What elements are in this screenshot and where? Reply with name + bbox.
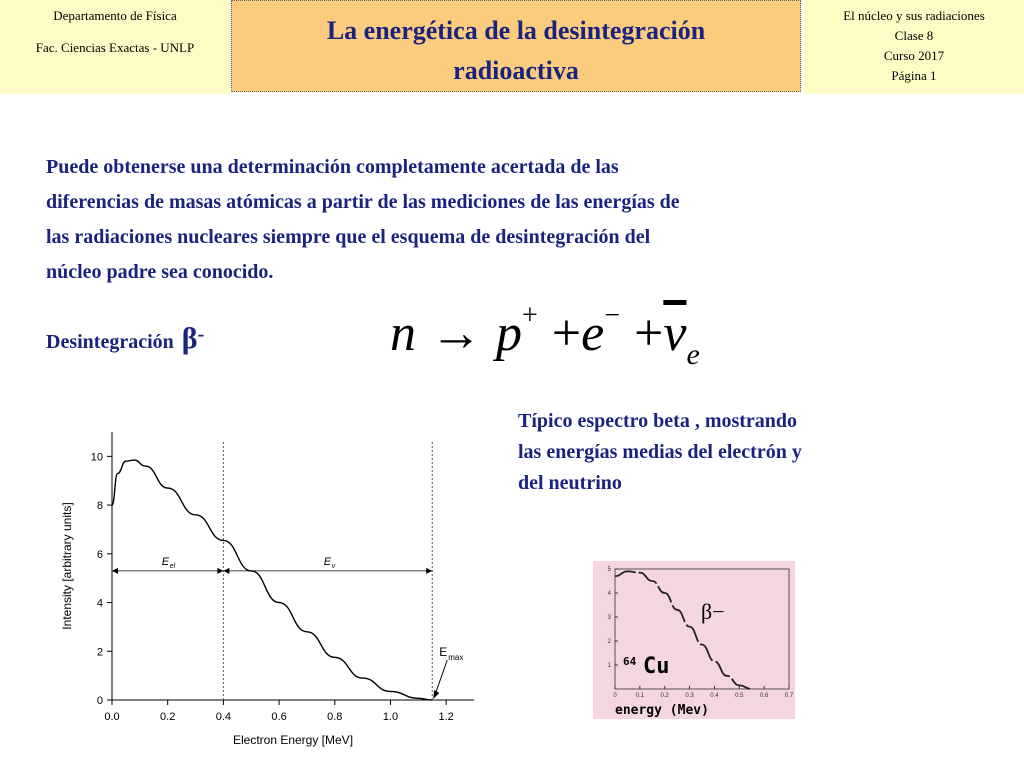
decay-heading	[46, 322, 204, 356]
class-number: Clase 8	[894, 28, 934, 43]
inset-x-tick-label: 0.5	[735, 693, 744, 699]
cu64-spectrum-inset	[593, 561, 795, 719]
decay-label-text: Desintegración	[46, 331, 174, 353]
eq-arrow: →	[430, 305, 482, 362]
spectrum-caption	[518, 406, 938, 499]
x-axis-label: Electron Energy [MeV]	[232, 733, 354, 747]
paragraph-line: las radiaciones nucleares siempre que el esquema de desintegración del	[46, 226, 651, 248]
inset-y-tick-label: 4	[607, 591, 611, 597]
inset-particle-label: β−	[701, 599, 725, 624]
inset-spectrum-curve	[615, 571, 752, 689]
emax-pointer-head	[433, 690, 439, 699]
e-nu-sub: ν	[331, 562, 336, 570]
caption-line: las energías medias del electrón y	[518, 441, 802, 463]
inset-y-tick-label: 3	[607, 615, 611, 621]
e-max-sub: max	[448, 653, 464, 662]
paragraph-line: diferencias de masas atómicas a partir de las mediciones de las energías de	[46, 191, 680, 213]
e-max-label: E	[439, 645, 448, 659]
header-right-panel	[804, 0, 1024, 94]
inset-x-tick-label: 0.3	[685, 693, 694, 699]
inset-x-tick-label: 0	[613, 693, 617, 699]
electron-energy-arrow-head-right	[217, 568, 223, 574]
course-topic: El núcleo y sus radiaciones	[843, 8, 985, 23]
intro-paragraph	[46, 150, 976, 290]
spectrum-curve	[112, 460, 432, 700]
course-year: Curso 2017	[883, 48, 945, 63]
caption-line: Típico espectro beta , mostrando	[518, 410, 798, 432]
inset-x-axis-label: energy (Mev)	[615, 703, 709, 718]
neutrino-energy-arrow-head-right	[426, 568, 432, 574]
beta-symbol: β	[181, 322, 198, 355]
eq-proton-charge: +	[522, 300, 538, 331]
eq-electron: e	[581, 305, 605, 362]
neutrino-energy-arrow-head-left	[223, 568, 229, 574]
x-tick-label: 1.0	[382, 711, 399, 723]
header-left-panel	[0, 0, 230, 94]
e-nu-label: E	[323, 555, 332, 568]
inset-isotope-mass: 64	[623, 655, 637, 668]
slide-title-line1: La energética de la desintegración	[326, 16, 706, 45]
e-el-sub: el	[169, 562, 176, 570]
inset-x-tick-label: 0.6	[759, 693, 769, 699]
eq-plus-1: +	[551, 305, 582, 362]
eq-antineutrino: $\overline{\nu}$	[663, 305, 687, 362]
eq-plus-2: +	[634, 305, 664, 362]
beta-decay-equation	[390, 300, 700, 372]
eq-neutron: n	[390, 305, 416, 362]
caption-line: del neutrino	[518, 472, 622, 494]
inset-y-tick-label: 5	[607, 567, 611, 573]
eq-antineutrino-sub: e	[686, 338, 700, 371]
x-tick-label: 0.2	[160, 711, 176, 723]
slide-title-line2: radioactiva	[453, 56, 579, 85]
x-tick-label: 0.4	[215, 711, 232, 723]
y-tick-label: 0	[96, 695, 103, 707]
eq-electron-charge: −	[604, 300, 621, 331]
electron-energy-arrow-head-left	[112, 568, 118, 574]
x-tick-label: 1.2	[438, 711, 454, 723]
faculty-label: Fac. Ciencias Exactas - UNLP	[35, 40, 195, 55]
inset-x-tick-label: 0.7	[784, 693, 794, 699]
y-axis-label: Intensity [arbitrary units]	[60, 502, 74, 630]
y-tick-label: 4	[96, 597, 103, 610]
paragraph-line: Puede obtenerse una determinación completamente acertada de las	[46, 156, 619, 178]
y-tick-label: 2	[96, 646, 103, 659]
paragraph-line: núcleo padre sea conocido.	[46, 261, 274, 283]
y-tick-label: 6	[96, 548, 103, 561]
y-tick-label: 8	[96, 500, 103, 513]
x-tick-label: 0.6	[271, 711, 287, 723]
inset-isotope-label: Cu	[643, 654, 670, 679]
beta-sign: -	[197, 323, 205, 346]
e-el-label: E	[161, 555, 170, 568]
inset-x-tick-label: 0.2	[660, 693, 669, 699]
page-number: Página 1	[891, 68, 937, 83]
beta-spectrum-chart	[54, 420, 504, 755]
x-tick-label: 0.0	[104, 711, 120, 723]
eq-proton: p	[496, 305, 522, 362]
x-tick-label: 0.8	[327, 711, 343, 723]
department-label: Departamento de Física	[53, 8, 177, 23]
inset-y-tick-label: 1	[607, 663, 611, 669]
cu64-spectrum-chart	[593, 561, 795, 719]
y-tick-label: 10	[90, 451, 103, 464]
inset-x-tick-label: 0.1	[635, 693, 645, 699]
slide-title	[231, 0, 801, 92]
inset-y-tick-label: 2	[607, 639, 611, 645]
inset-frame	[615, 569, 789, 689]
inset-x-tick-label: 0.4	[710, 693, 719, 699]
